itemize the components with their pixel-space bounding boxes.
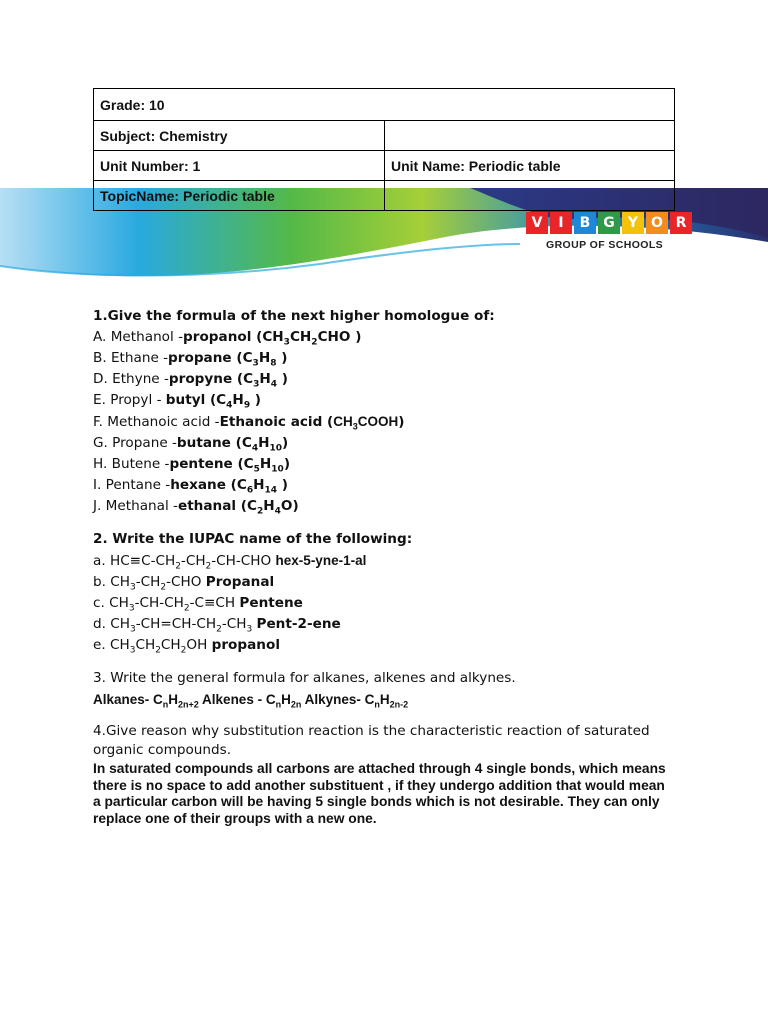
- q1-item-answer: pentene $(C_5H_{10})$: [169, 456, 291, 475]
- q1-item: [93, 369, 673, 390]
- q1-item-question: F. Methanoic acid -: [93, 414, 220, 430]
- q3-answer: Alkanes- $C_nH_{2n+2}$ Alkenes - $C_nH_{2n}$ Alkynes- $C_nH_{2n-2}$: [93, 692, 409, 710]
- q1-item-question: B. Ethane -: [93, 350, 169, 366]
- grade-cell: Grade: 10: [94, 89, 675, 121]
- q1-item-answer: butane $(C_4H_{10})$: [176, 435, 289, 454]
- q1-question: 1.Give the formula of the next higher homologue of:: [93, 308, 495, 324]
- q1-item: [93, 433, 673, 454]
- q4-answer: In saturated compounds all carbons are attached through 4 single bonds, which means there is no space to add another substituent , if they undergo addition that would mean a particular carbon will be having 5 single bonds which is not desirable. They can only replace one of their groups with a new one.: [93, 761, 666, 826]
- q2-item-answer: Pent-2-ene: [256, 616, 341, 632]
- logo-letter: R: [670, 212, 692, 234]
- q1-item-question: D. Ethyne -: [93, 371, 169, 387]
- logo-letter: I: [550, 212, 572, 234]
- q2-item-question: c. $CH_3-CH-CH_2-C\equiv CH$: [93, 595, 240, 614]
- q2-item-answer: Pentene: [239, 595, 303, 611]
- logo-letters: [526, 212, 698, 234]
- q2-item-answer: hex-5-yne-1-al: [275, 553, 367, 568]
- unit-name-cell: Unit Name: Periodic table: [385, 151, 675, 181]
- q1-item-question: I. Pentane -: [93, 477, 171, 493]
- topic-name-cell: TopicName: Periodic table: [94, 181, 385, 211]
- q1-item-question: A. Methanol -: [93, 329, 184, 345]
- q1-item-answer: hexane ($C_6H_{14}$ ): [170, 477, 289, 496]
- q1-item: [93, 327, 673, 348]
- logo-letter: B: [574, 212, 596, 234]
- q1-item-answer: propyne ($C_3H_4$ ): [168, 371, 288, 390]
- q1-item-answer: propane ($C_3H_8$ ): [168, 350, 288, 369]
- q3-question: 3. Write the general formula for alkanes, alkenes and alkynes.: [93, 670, 516, 686]
- q1-item-question: H. Butene -: [93, 456, 170, 472]
- q2-item: [93, 635, 673, 656]
- q2-item-answer: propanol: [211, 637, 280, 653]
- subject-cell: Subject: Chemistry: [94, 121, 385, 151]
- q1-item: [93, 454, 673, 475]
- q2-item-question: e. $CH_3CH_2CH_2OH$: [93, 637, 212, 656]
- q4-question: 4.Give reason why substitution reaction is the characteristic reaction of saturated organic compounds.: [93, 723, 650, 758]
- q1-item-answer: propanol ($CH_3CH_2CHO$ ): [183, 329, 362, 348]
- q1-item: [93, 390, 673, 411]
- logo-letter: V: [526, 212, 548, 234]
- q1-item-question: G. Propane -: [93, 435, 177, 451]
- q1-item-question: J. Methanal -: [93, 498, 178, 514]
- q1-item-answer: Ethanoic acid $(CH_3COOH)$: [219, 414, 405, 432]
- q1-item: [93, 496, 673, 517]
- q2-item-question: d. $CH_3-CH=CH-CH_2-CH_3$: [93, 616, 253, 635]
- logo-letter: Y: [622, 212, 644, 234]
- logo-letter: G: [598, 212, 620, 234]
- school-logo: [526, 212, 698, 262]
- q2-item-question: a. $HC\equiv C-CH_2-CH_2-CH$-CHO: [93, 553, 276, 572]
- worksheet-content: [93, 306, 673, 827]
- q2-question: 2. Write the IUPAC name of the following:: [93, 531, 413, 547]
- q2-list: [93, 550, 673, 656]
- q2-item: [93, 550, 673, 572]
- q1-list: [93, 327, 673, 517]
- q1-item-question: E. Propyl -: [93, 392, 166, 408]
- q1-item-answer: ethanal $(C_2H_4O)$: [177, 498, 299, 517]
- q2-item-question: b. $CH_3-CH_2$-CHO: [93, 574, 206, 593]
- q2-item-answer: Propanal: [205, 574, 275, 590]
- q1-item: [93, 348, 673, 369]
- q1-item: [93, 475, 673, 496]
- q2-item: [93, 593, 673, 614]
- q1-item: [93, 411, 673, 433]
- unit-number-cell: Unit Number: 1: [94, 151, 385, 181]
- topic-empty-cell: [385, 181, 675, 211]
- q2-item: [93, 572, 673, 593]
- logo-tagline: GROUP OF SCHOOLS: [546, 239, 664, 251]
- q1-item-answer: butyl ($C_4H_9$ ): [165, 392, 262, 411]
- logo-letter: O: [646, 212, 668, 234]
- subject-empty-cell: [385, 121, 675, 151]
- info-table: [93, 88, 675, 211]
- q2-item: [93, 614, 673, 635]
